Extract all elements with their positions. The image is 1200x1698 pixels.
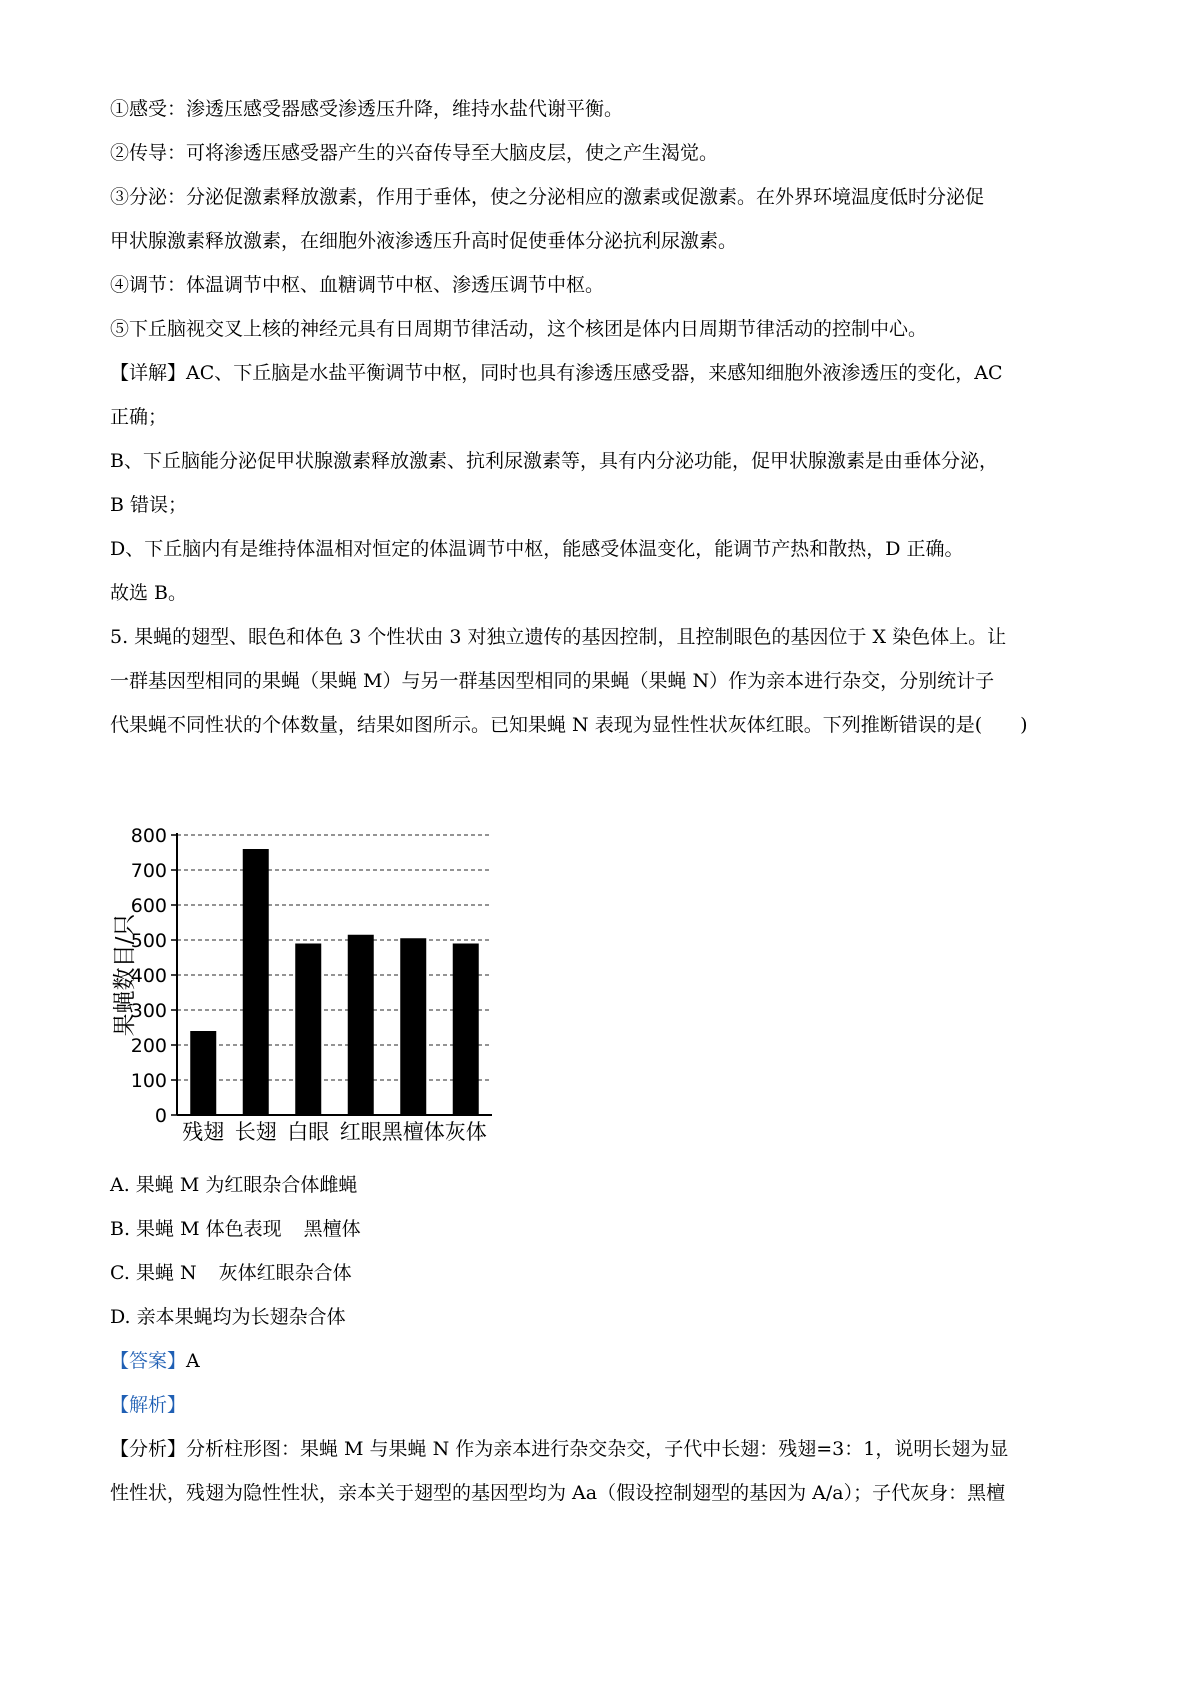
option-c-text: C. 果蝇 N [110,1262,197,1284]
text-line: ①感受：渗透压感受器感受渗透压升降，维持水盐代谢平衡。 [110,98,624,120]
y-tick-label: 0 [154,1105,167,1127]
option-b-text-2: 黑檀体 [303,1218,361,1240]
fenxi-line: 性性状，残翅为隐性性状，亲本关于翅型的基因型均为 Aa（假设控制翅型的基因为 A/a）；子代灰身：黑檀 [110,1482,1006,1504]
text-line: 甲状腺激素释放激素，在细胞外液渗透压升高时促使垂体分泌抗利尿激素。 [110,230,738,252]
y-tick-label: 100 [130,1070,167,1092]
text-line: ④调节：体温调节中枢、血糖调节中枢、渗透压调节中枢。 [110,274,605,296]
fenxi-label: 【分析】 [110,1438,187,1460]
text-line: 正确； [110,406,168,428]
question-line: 一群基因型相同的果蝇（果蝇 M）与另一群基因型相同的果蝇（果蝇 N）作为亲本进行杂交，分别统计子 [110,670,995,692]
answer-line [110,1348,1090,1374]
bar [243,849,269,1115]
y-tick-label: 700 [130,860,167,882]
option-d: D. 亲本果蝇均为长翅杂合体 [110,1306,346,1328]
bar-chart [112,815,552,1150]
fenxi-line [110,1436,1090,1462]
y-tick-label: 400 [130,965,167,987]
text-line: B、下丘脑能分泌促甲状腺激素释放激素、抗利尿激素等，具有内分泌功能，促甲状腺激素是由垂体分泌， [110,450,998,472]
y-tick-label: 500 [130,930,167,952]
answer-value: A [186,1350,200,1372]
y-axis-label: 果蝇数目/只 [112,913,138,1037]
question-line: 5. 果蝇的翅型、眼色和体色 3 个性状由 3 对独立遗传的基因控制，且控制眼色的基因位于 X 染色体上。让 [110,626,1007,648]
x-tick-label: 长翅 [234,1120,277,1144]
x-tick-label: 白眼 [287,1120,330,1144]
y-tick-label: 200 [130,1035,167,1057]
option-c-text-2: 灰体红眼杂合体 [218,1262,352,1284]
y-tick-label: 600 [130,895,167,917]
y-tick-label: 800 [130,825,167,847]
option-c [110,1260,1090,1286]
bar [348,935,374,1115]
option-b [110,1216,1090,1242]
text-line: B 错误； [110,494,188,516]
x-tick-label: 残翅 [182,1120,225,1144]
fenxi-text: 分析柱形图：果蝇 M 与果蝇 N 作为亲本进行杂交杂交，子代中长翅：残翅=3：1，说明长翅为显 [186,1438,1009,1460]
text-line: ③分泌：分泌促激素释放激素，作用于垂体，使之分泌相应的激素或促激素。在外界环境温度低时分泌促 [110,186,985,208]
option-a: A. 果蝇 M 为红眼杂合体雌蝇 [110,1174,358,1196]
question-line: 代果蝇不同性状的个体数量，结果如图所示。已知果蝇 N 表现为显性性状灰体红眼。下列推断错误的是( ) [110,714,1028,736]
x-tick-label: 红眼 [339,1120,382,1144]
text-line: ⑤下丘脑视交叉上核的神经元具有日周期节律活动，这个核团是体内日周期节律活动的控制中心。 [110,318,928,340]
text-line: ②传导：可将渗透压感受器产生的兴奋传导至大脑皮层，使之产生渴觉。 [110,142,719,164]
bar [190,1031,216,1115]
text-line: D、下丘脑内有是维持体温相对恒定的体温调节中枢，能感受体温变化，能调节产热和散热，D 正确。 [110,538,964,560]
text-line: 故选 B。 [110,582,188,604]
x-tick-label: 灰体 [444,1120,487,1144]
text-line: 【详解】AC、下丘脑是水盐平衡调节中枢，同时也具有渗透压感受器，来感知细胞外液渗透压的变化，AC [110,362,1003,384]
y-tick-label: 300 [130,1000,167,1022]
bar [453,944,479,1116]
option-b-text: B. 果蝇 M 体色表现 [110,1218,282,1240]
analysis-label: 【解析】 [110,1394,187,1416]
answer-label: 【答案】 [110,1350,187,1372]
x-tick-label: 黑檀体 [381,1120,445,1144]
bar [295,944,321,1116]
bar [400,938,426,1115]
